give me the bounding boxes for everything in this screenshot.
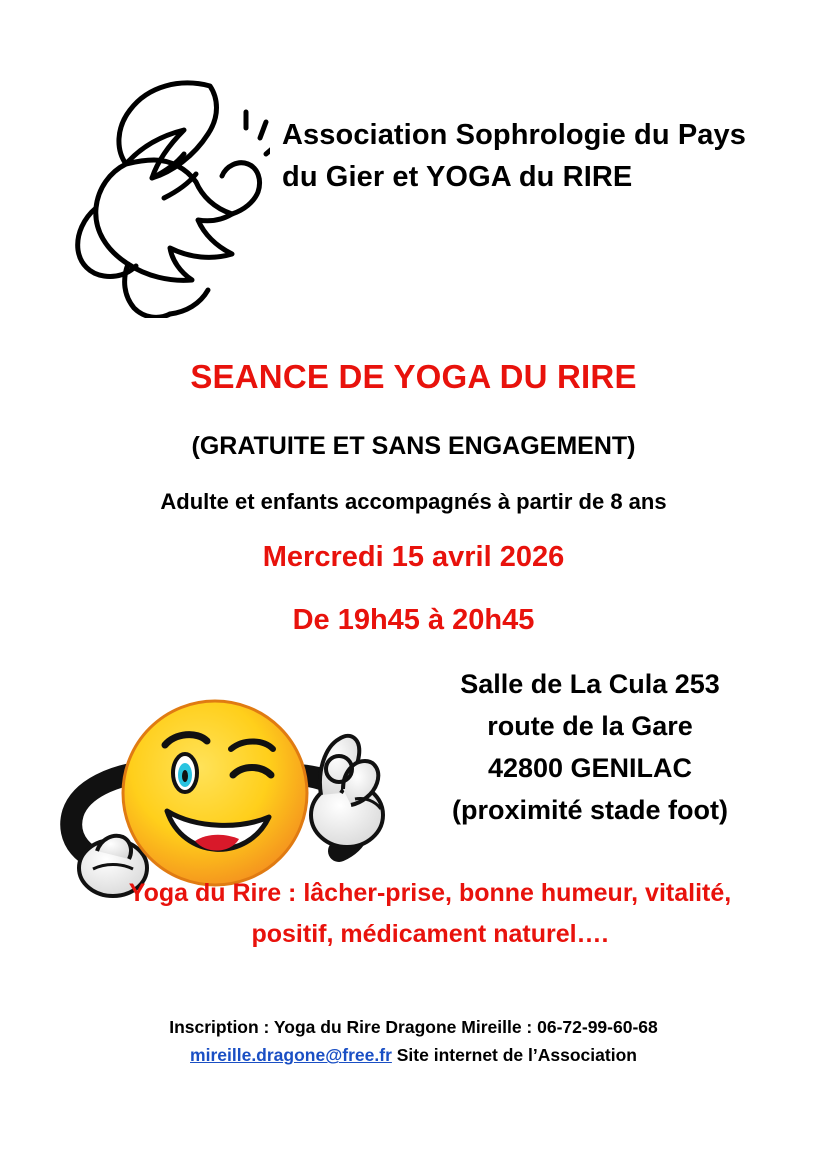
illustration-and-venue (0, 655, 827, 905)
email-link[interactable]: mireille.dragone@free.fr (190, 1045, 392, 1066)
dove-bird-icon (60, 68, 270, 318)
venue-line-4: (proximité stade foot) (451, 794, 728, 825)
audience-line: Adulte et enfants accompagnés à partir de 8 ans (160, 489, 667, 514)
subtitle-free: (GRATUITE ET SANS ENGAGEMENT) (191, 432, 636, 460)
venue-line-1: Salle de La Cula 253 (460, 669, 720, 699)
poster-header (60, 62, 770, 318)
winking-smiley-ok-hand-icon (55, 663, 405, 898)
venue-address (395, 665, 785, 833)
footer-contact (0, 1013, 827, 1070)
organization-title: Association Sophrologie du Pays du Gier et YOGA du RIRE (282, 119, 746, 194)
footer-registration-line: Inscription : Yoga du Rire Dragone Mireille : 06-72-99-60-68 (169, 1017, 658, 1037)
event-time: De 19h45 à 20h45 (292, 604, 535, 636)
venue-line-2: route de la Gare (487, 710, 693, 741)
event-date: Mercredi 15 avril 2026 (262, 541, 565, 573)
website-note: Site internet de l’Association (391, 1045, 637, 1066)
tagline: Yoga du Rire : lâcher-prise, bonne humeur, vitalité, positif, médicament naturel…. (128, 879, 732, 948)
page-title: SEANCE DE YOGA DU RIRE (190, 358, 637, 395)
footer-email-line (0, 1041, 827, 1069)
venue-line-3: 42800 GENILAC (487, 752, 693, 783)
